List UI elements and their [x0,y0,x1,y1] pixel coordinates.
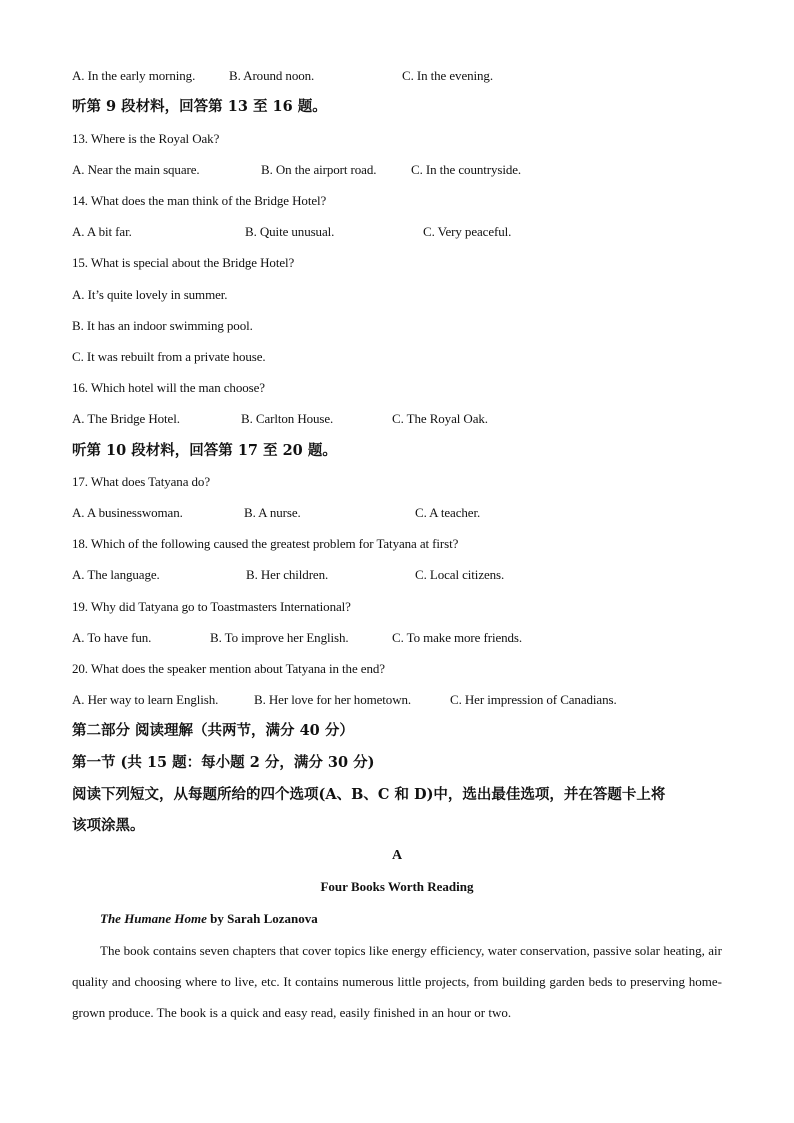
q18-question: 18. Which of the following caused the greatest problem for Tatyana at first? [72,536,459,551]
section-9-heading: 听第 9 段材料，回答第 13 至 16 题。 [72,98,327,115]
q15-question: 15. What is special about the Bridge Hotel? [72,255,295,270]
q14-question: 14. What does the man think of the Bridge Hotel? [72,193,327,208]
q19-option-a: A. To have fun. [72,630,152,645]
passage-letter: A [391,848,403,863]
book-1-heading [100,911,318,927]
q16-option-a: A. The Bridge Hotel. [72,411,180,426]
q14-option-b: B. Quite unusual. [245,224,335,239]
instructions-line-1: 阅读下列短文，从每题所给的四个选项(A、B、C 和 D)中，选出最佳选项，并在答题卡上将 [72,786,666,803]
q16-option-b: B. Carlton House. [241,411,334,426]
q18-option-b: B. Her children. [246,567,329,582]
q13-option-b: B. On the airport road. [261,162,377,177]
q14-option-c: C. Very peaceful. [423,224,512,239]
book-1-paragraph-text: The book contains seven chapters that cover topics like energy efficiency, water conservation, passive solar heating, air quality and choosing where to live, etc. It contains numerous little projects, from building garden beds to preserving home-grown produce. The book is a quick and easy read, easily finished in an hour or two. [72,943,722,1020]
q17-option-b: B. A nurse. [244,505,301,520]
q12-option-c: C. In the evening. [402,68,493,83]
passage-title: Four Books Worth Reading [320,879,474,894]
book-1-title: The Humane Home [100,911,207,926]
q15-option-a: A. It’s quite lovely in summer. [72,287,228,302]
q12-option-a: A. In the early morning. [72,68,196,83]
q12-option-b: B. Around noon. [229,68,315,83]
q17-question: 17. What does Tatyana do? [72,474,210,489]
q18-option-a: A. The language. [72,567,160,582]
q17-option-c: C. A teacher. [415,505,481,520]
q15-option-b: B. It has an indoor swimming pool. [72,318,253,333]
q20-option-a: A. Her way to learn English. [72,692,219,707]
q14-option-a: A. A bit far. [72,224,132,239]
q13-option-c: C. In the countryside. [411,162,522,177]
section-10-heading: 听第 10 段材料，回答第 17 至 20 题。 [72,442,337,459]
q20-option-c: C. Her impression of Canadians. [450,692,617,707]
q16-option-c: C. The Royal Oak. [392,411,488,426]
section-1-heading: 第一节 (共 15 题：每小题 2 分，满分 30 分) [72,754,375,771]
q15-option-c: C. It was rebuilt from a private house. [72,349,266,364]
q19-option-c: C. To make more friends. [392,630,523,645]
book-1-author: by Sarah Lozanova [206,911,318,926]
instructions-line-2: 该项涂黑。 [72,817,145,834]
q20-option-b: B. Her love for her hometown. [254,692,412,707]
q19-question: 19. Why did Tatyana go to Toastmasters International? [72,599,351,614]
q16-question: 16. Which hotel will the man choose? [72,380,265,395]
q20-question: 20. What does the speaker mention about Tatyana in the end? [72,661,385,676]
q19-option-b: B. To improve her English. [210,630,349,645]
book-1-paragraph [72,935,722,1028]
q17-option-a: A. A businesswoman. [72,505,183,520]
q18-option-c: C. Local citizens. [415,567,505,582]
part-2-heading: 第二部分 阅读理解（共两节，满分 40 分） [72,722,354,739]
q13-question: 13. Where is the Royal Oak? [72,131,220,146]
q13-option-a: A. Near the main square. [72,162,200,177]
